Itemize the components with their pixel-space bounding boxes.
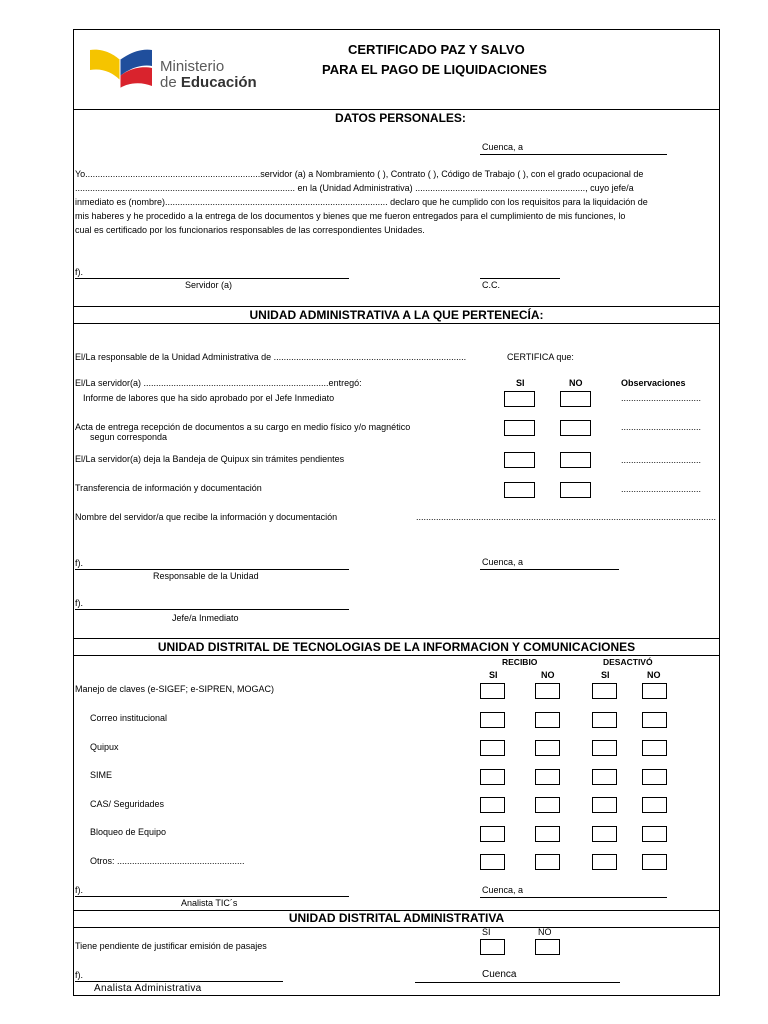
- recibio-si-checkbox[interactable]: [480, 797, 505, 813]
- desactivo-si-checkbox[interactable]: [592, 712, 617, 728]
- observaciones-dots: ................................: [621, 484, 702, 494]
- tic-item-label: Bloqueo de Equipo: [90, 827, 167, 837]
- no-header: NO: [647, 670, 661, 680]
- divider: [73, 323, 720, 324]
- cc-line[interactable]: [480, 278, 560, 279]
- si-header: SI: [489, 670, 498, 680]
- signature-line[interactable]: [75, 981, 283, 982]
- observaciones-header: Observaciones: [621, 378, 686, 388]
- desactivo-si-checkbox[interactable]: [592, 797, 617, 813]
- analista-admin-label: Analista Administrativa: [94, 983, 202, 994]
- logo-de-text: [160, 75, 257, 91]
- declaration-line: inmediato es (nombre)......................................................................................... declaro que he cumplido con los requisitos para la liquidación de: [75, 197, 648, 207]
- pendiente-label: Tiene pendiente de justificar emisión de pasajes: [75, 941, 267, 951]
- divider: [73, 927, 720, 928]
- datos-heading: DATOS PERSONALES:: [335, 111, 466, 125]
- desactivo-si-checkbox[interactable]: [592, 683, 617, 699]
- recibio-si-checkbox[interactable]: [480, 712, 505, 728]
- recibio-no-checkbox[interactable]: [535, 683, 560, 699]
- declaration-line: Yo......................................................................servidor (a) a Nombramiento ( ), Contrato ( ), Código de Trabajo ( ), con el grado ocupacional de: [75, 169, 644, 179]
- cuenca-underline: [480, 897, 667, 898]
- signature-f-label: f).: [75, 267, 83, 277]
- item-label-cont: segun corresponda: [90, 432, 168, 442]
- si-checkbox[interactable]: [504, 391, 535, 407]
- recibio-si-checkbox[interactable]: [480, 769, 505, 785]
- si-checkbox[interactable]: [504, 482, 535, 498]
- jefe-label: Jefe/a Inmediato: [172, 613, 239, 623]
- recibio-header: RECIBIO: [502, 657, 538, 667]
- no-header: NO: [541, 670, 555, 680]
- title-line-1: CERTIFICADO PAZ Y SALVO: [348, 42, 525, 57]
- recibio-no-checkbox[interactable]: [535, 740, 560, 756]
- recibio-si-checkbox[interactable]: [480, 740, 505, 756]
- recibio-si-checkbox[interactable]: [480, 683, 505, 699]
- signature-f-label: f).: [75, 970, 83, 980]
- signature-f-label: f).: [75, 558, 83, 568]
- tic-item-label: SIME: [90, 770, 113, 780]
- divider: [73, 655, 720, 656]
- si-checkbox[interactable]: [480, 939, 505, 955]
- cuenca-label: Cuenca, a: [482, 557, 524, 567]
- cuenca-underline: [480, 569, 619, 570]
- si-checkbox[interactable]: [504, 420, 535, 436]
- no-header: NO: [569, 378, 583, 388]
- si-checkbox[interactable]: [504, 452, 535, 468]
- divider: [73, 306, 720, 307]
- signature-line[interactable]: [75, 278, 349, 279]
- tic-item-label: Otros: ...................................................: [90, 856, 245, 866]
- observaciones-dots: ................................: [621, 455, 702, 465]
- observaciones-dots: ................................: [621, 422, 702, 432]
- servidor-entrego-line: El/La servidor(a) ..........................................................................entregó:: [75, 378, 362, 388]
- tic-item-label: Correo institucional: [90, 713, 168, 723]
- recibio-no-checkbox[interactable]: [535, 854, 560, 870]
- desactivo-no-checkbox[interactable]: [642, 683, 667, 699]
- desactivo-no-checkbox[interactable]: [642, 740, 667, 756]
- recibio-no-checkbox[interactable]: [535, 797, 560, 813]
- si-header: SI: [601, 670, 610, 680]
- si-header: SI: [482, 927, 491, 937]
- desactivo-no-checkbox[interactable]: [642, 712, 667, 728]
- desactivo-si-checkbox[interactable]: [592, 769, 617, 785]
- desactivo-no-checkbox[interactable]: [642, 854, 667, 870]
- no-checkbox[interactable]: [560, 391, 591, 407]
- admin-heading: UNIDAD DISTRITAL ADMINISTRATIVA: [288, 911, 505, 925]
- ministerio-logo-icon: [88, 46, 154, 90]
- no-checkbox[interactable]: [560, 452, 591, 468]
- cuenca-label: Cuenca, a: [482, 885, 524, 895]
- item-label: Acta de entrega recepción de documentos a su cargo en medio físico y/o magnético: [75, 422, 411, 432]
- title-line-2: PARA EL PAGO DE LIQUIDACIONES: [322, 62, 547, 77]
- logo-educacion: Educación: [180, 74, 257, 91]
- logo-de: de: [160, 74, 177, 91]
- certifica-label: CERTIFICA que:: [507, 352, 574, 362]
- unidad-admin-heading: UNIDAD ADMINISTRATIVA A LA QUE PERTENECÍA:: [249, 308, 544, 322]
- declaration-line: mis haberes y he procedido a la entrega de los documentos y bienes que me fueron entregados para el cumplimiento de mis funciones, lo: [75, 211, 626, 221]
- cc-label: C.C.: [482, 280, 500, 290]
- item-label: Transferencia de información y documentación: [75, 483, 262, 493]
- no-checkbox[interactable]: [560, 420, 591, 436]
- item-label: El/La servidor(a) deja la Bandeja de Quipux sin trámites pendientes: [75, 454, 345, 464]
- signature-line[interactable]: [75, 569, 349, 570]
- recibio-no-checkbox[interactable]: [535, 769, 560, 785]
- desactivo-si-checkbox[interactable]: [592, 740, 617, 756]
- declaration-paragraph: [75, 167, 715, 237]
- desactivo-no-checkbox[interactable]: [642, 797, 667, 813]
- no-checkbox[interactable]: [560, 482, 591, 498]
- declaration-line: ........................................................................................ en la (Unidad Administrativa) ...................................................................., cuyo jefe/a: [75, 183, 634, 193]
- cuenca-label: Cuenca: [482, 969, 517, 980]
- divider: [73, 109, 720, 110]
- analista-tic-label: Analista TIC´s: [181, 898, 238, 908]
- tic-item-label: Manejo de claves (e-SIGEF; e-SIPREN, MOGAC): [75, 684, 275, 694]
- recibio-no-checkbox[interactable]: [535, 826, 560, 842]
- no-checkbox[interactable]: [535, 939, 560, 955]
- cuenca-label: Cuenca, a: [482, 142, 524, 152]
- si-header: SI: [516, 378, 525, 388]
- responsable-line: El/La responsable de la Unidad Administrativa de .............................................................................: [75, 352, 467, 362]
- cuenca-underline: [415, 982, 620, 983]
- tic-heading: UNIDAD DISTRITAL DE TECNOLOGIAS DE LA INFORMACION Y COMUNICACIONES: [157, 640, 636, 654]
- divider: [73, 638, 720, 639]
- no-header: NO: [538, 927, 552, 937]
- signature-f-label: f).: [75, 598, 83, 608]
- recibio-si-checkbox[interactable]: [480, 826, 505, 842]
- tic-item-label: CAS/ Seguridades: [90, 799, 165, 809]
- observaciones-dots: ................................: [621, 393, 702, 403]
- nombre-recibe-label: Nombre del servidor/a que recibe la información y documentación: [75, 512, 338, 522]
- logo-ministerio-text: Ministerio: [160, 58, 225, 75]
- signature-f-label: f).: [75, 885, 83, 895]
- desactivo-header: DESACTIVÓ: [603, 657, 653, 667]
- servidor-label: Servidor (a): [185, 280, 233, 290]
- desactivo-no-checkbox[interactable]: [642, 826, 667, 842]
- recibio-si-checkbox[interactable]: [480, 854, 505, 870]
- desactivo-si-checkbox[interactable]: [592, 854, 617, 870]
- responsable-unidad-label: Responsable de la Unidad: [153, 571, 259, 581]
- signature-line[interactable]: [75, 609, 349, 610]
- declaration-line: cual es certificado por los funcionarios responsables de las correspondientes Unidades.: [75, 225, 425, 235]
- tic-item-label: Quipux: [90, 742, 119, 752]
- signature-line[interactable]: [75, 896, 349, 897]
- item-label: Informe de labores que ha sido aprobado por el Jefe Inmediato: [83, 393, 335, 403]
- desactivo-si-checkbox[interactable]: [592, 826, 617, 842]
- recibio-no-checkbox[interactable]: [535, 712, 560, 728]
- cuenca-underline: [480, 154, 667, 155]
- desactivo-no-checkbox[interactable]: [642, 769, 667, 785]
- nombre-recibe-dots: ........................................................................................................................: [416, 512, 717, 522]
